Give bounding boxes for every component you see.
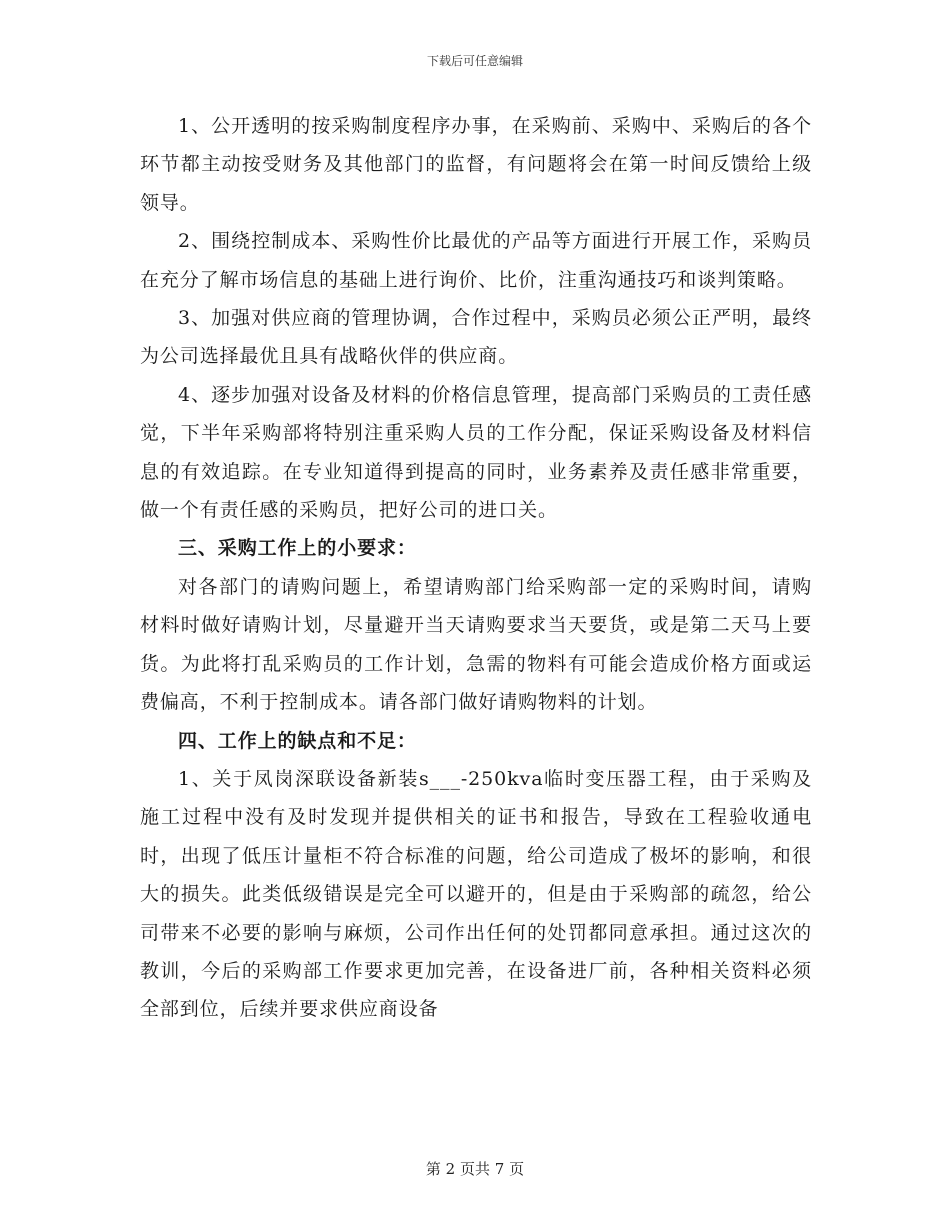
paragraph-item-3: 3、加强对供应商的管理协调，合作过程中，采购员必须公正严明，最终为公司选择最优且具有战略伙伴的供应商。 <box>140 307 812 368</box>
page-footer: 第 2 页共 7 页 <box>425 1160 525 1178</box>
paragraph-item-4: 4、逐步加强对设备及材料的价格信息管理，提高部门采购员的工责任感觉，下半年采购部将特别注重采购人员的工作分配，保证采购设备及材料信息的有效追踪。在专业知道得到提高的同时，业务素养及责任感非常重要，做一个有责任感的采购员，把好公司的进口关。 <box>140 383 812 522</box>
paragraph-item-2: 2、围绕控制成本、采购性价比最优的产品等方面进行开展工作，采购员在充分了解市场信息的基础上进行询价、比价，注重沟通技巧和谈判策略。 <box>140 230 812 291</box>
section-heading-4: 四、工作上的缺点和不足： <box>178 729 417 752</box>
paragraph-item-1: 1、公开透明的按采购制度程序办事，在采购前、采购中、采购后的各个环节都主动按受财务及其他部门的监督，有问题将会在第一时间反馈给上级领导。 <box>140 115 812 214</box>
page-header: 下载后可任意编辑 <box>426 54 523 68</box>
paragraph-requests: 对各部门的请购问题上，希望请购部门给采购部一定的采购时间，请购材料时做好请购计划，尽量避开当天请购要求当天要货，或是第二天马上要货。为此将打乱采购员的工作计划，急需的物料有可能会造成价格方面或运费偏高，不利于控制成本。请各部门做好请购物料的计划。 <box>140 575 812 714</box>
document-body <box>140 107 812 1029</box>
section-heading-3: 三、采购工作上的小要求： <box>178 537 417 560</box>
paragraph-shortcoming-1: 1、关于凤岗深联设备新装s___-250kva临时变压器工程，由于采购及施工过程中没有及时发现并提供相关的证书和报告，导致在工程验收通电时，出现了低压计量柜不符合标准的问题，给公司造成了极坏的影响，和很大的损失。此类低级错误是完全可以避开的，但是由于采购部的疏忽，给公司带来不必要的影响与麻烦，公司作出任何的处罚都同意承担。通过这次的教训，今后的采购部工作要求更加完善，在设备进厂前，各种相关资料必须全部到位，后续并要求供应商设备 <box>140 767 812 1021</box>
